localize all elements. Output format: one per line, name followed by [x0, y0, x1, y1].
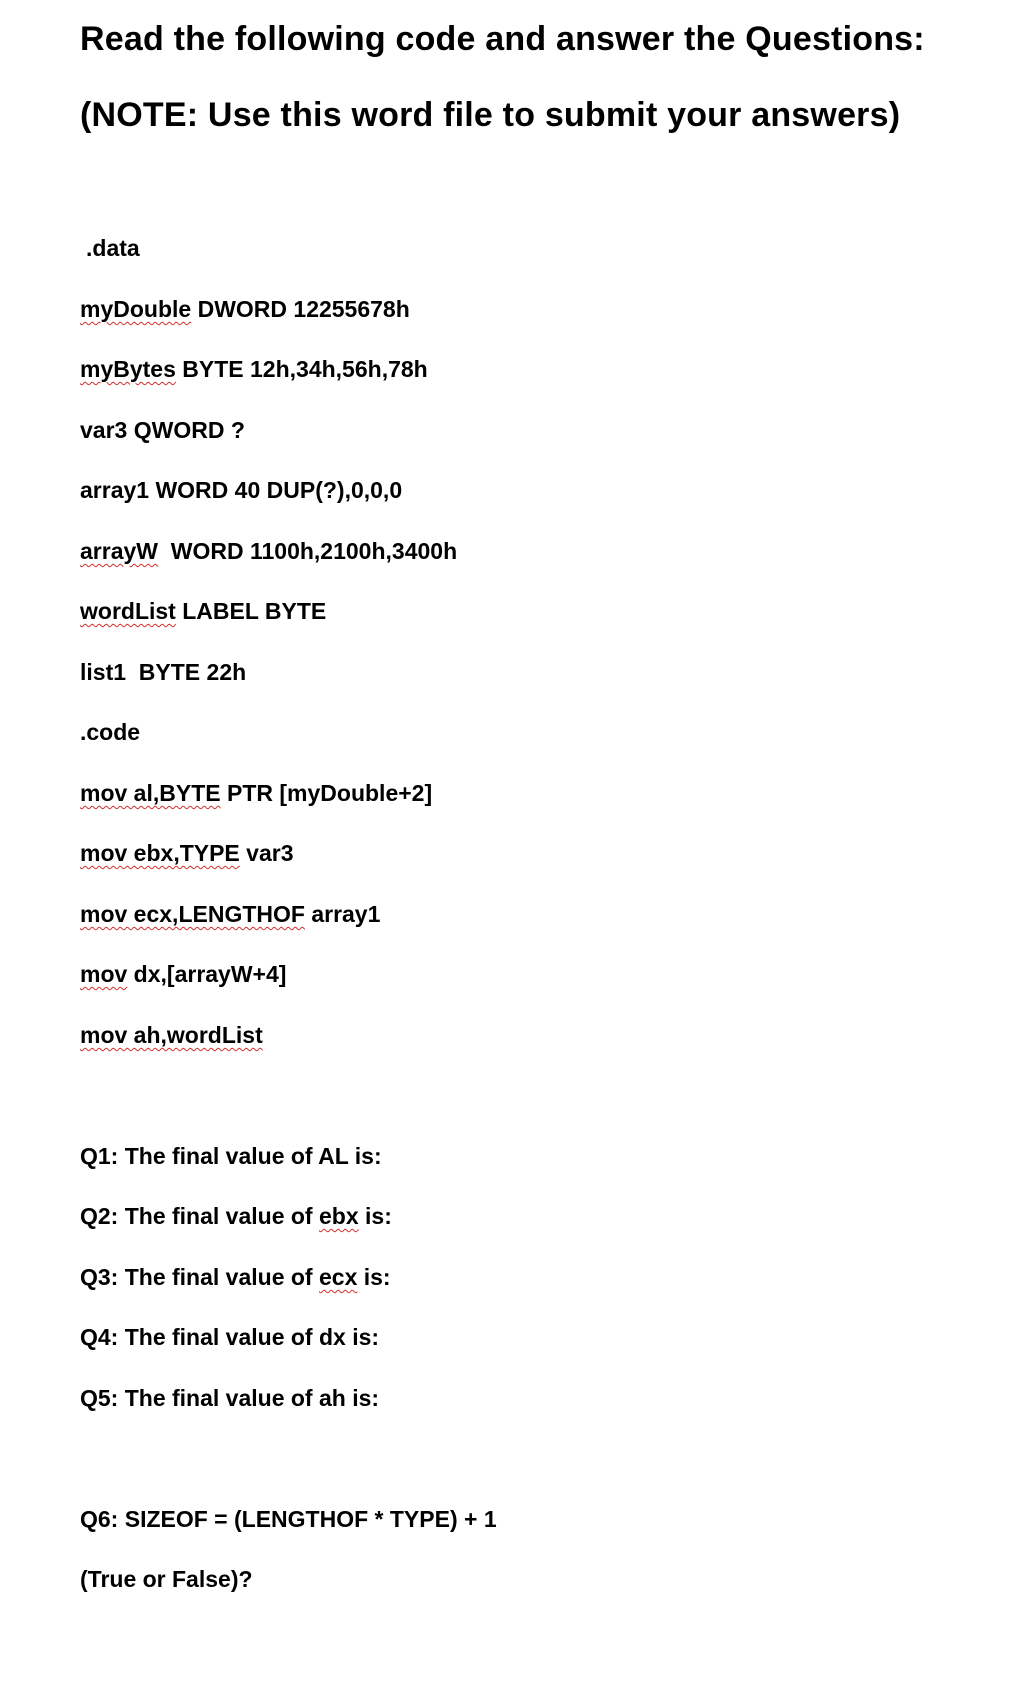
code-line-arrayw	[80, 536, 457, 566]
question-1: Q1: The final value of AL is:	[80, 1143, 382, 1169]
instruction-op: mov al,BYTE	[80, 780, 221, 806]
code-identifier: myDouble	[80, 296, 192, 322]
data-directive: .data	[86, 235, 140, 261]
code-line-array1: array1 WORD 40 DUP(?),0,0,0	[80, 477, 403, 503]
question-text: is:	[357, 1264, 391, 1290]
question-6: Q6: SIZEOF = (LENGTHOF * TYPE) + 1	[80, 1506, 497, 1532]
code-identifier: arrayW	[80, 538, 158, 564]
code-line-wordlist	[80, 596, 326, 626]
page-note: (NOTE: Use this word file to submit your answers)	[80, 96, 901, 134]
instruction-3	[80, 899, 380, 929]
code-line-mybytes	[80, 354, 428, 384]
question-text: Q2: The final value of	[80, 1203, 319, 1229]
page-title: Read the following code and answer the Questions:	[80, 20, 925, 58]
code-identifier: myBytes	[80, 356, 176, 382]
instruction-op: mov ecx,LENGTHOF	[80, 901, 305, 927]
instruction-op: mov	[80, 961, 128, 987]
question-register: ecx	[318, 1264, 358, 1290]
question-text: is:	[358, 1203, 392, 1229]
instruction-text: var3	[239, 840, 294, 866]
instruction-1	[80, 778, 432, 808]
code-line-mydouble	[80, 294, 410, 324]
instruction-4	[80, 959, 286, 989]
code-text: WORD 1100h,2100h,3400h	[157, 538, 458, 564]
question-text: Q3: The final value of	[80, 1264, 319, 1290]
question-2	[80, 1201, 392, 1231]
code-text: LABEL BYTE	[175, 598, 327, 624]
question-register: ebx	[318, 1203, 359, 1229]
code-line-list1: list1 BYTE 22h	[80, 659, 247, 685]
instruction-text: array1	[304, 901, 381, 927]
code-directive: .code	[80, 719, 141, 745]
code-identifier: wordList	[80, 598, 176, 624]
instruction-2	[80, 838, 294, 868]
question-5: Q5: The final value of ah is:	[80, 1385, 380, 1411]
code-text: BYTE 12h,34h,56h,78h	[175, 356, 428, 382]
question-3	[80, 1262, 391, 1292]
question-6-prompt: (True or False)?	[80, 1566, 253, 1592]
code-text: DWORD 12255678h	[191, 296, 410, 322]
instruction-5	[80, 1020, 263, 1050]
instruction-op: mov ah,wordList	[80, 1022, 263, 1048]
question-4: Q4: The final value of dx is:	[80, 1324, 380, 1350]
code-line-var3: var3 QWORD ?	[80, 417, 245, 443]
instruction-text: dx,[arrayW+4]	[127, 961, 287, 987]
instruction-op: mov ebx,TYPE	[80, 840, 240, 866]
instruction-text: PTR [myDouble+2]	[220, 780, 433, 806]
